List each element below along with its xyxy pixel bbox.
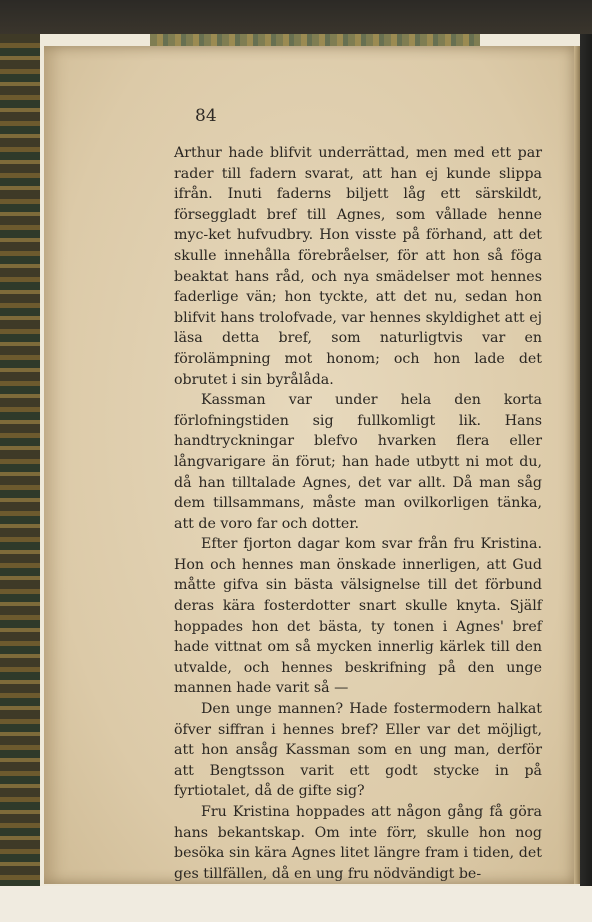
- background-bottom: [0, 886, 592, 922]
- body-text: [174, 143, 542, 884]
- paragraph: Efter fjorton dagar kom svar från fru Kristina. Hon och hennes man önskade innerligen, att Gud måtte gifva sin bästa välsignelse till det förbund deras kära fosterdotter snart skulle knyta. Själf hoppades hon det bästa, ty tonen i Agnes' bref hade vittnat om så mycken innerlig kärlek till den utvalde, och hennes beskrifning på den unge mannen hade varit så —: [174, 536, 542, 697]
- paragraph: Den unge mannen? Hade fostermodern halkat öfver siffran i hennes bref? Eller var det möjligt, att hon ansåg Kassman som en ung man, derför att Bengtsson varit ett godt stycke in på fyrtiotalet, då de gifte sig?: [174, 701, 542, 800]
- paragraph: Arthur hade blifvit underrättad, men med ett par rader till fadern svarat, att han ej kunde slippa ifrån. Inuti faderns biljett låg ett särskildt, förseggladt bref till Agnes, som vållade henne myc-ket hufvudbry. Hon visste på förhand, att det skulle innehålla förebråelser, för att hon så föga beaktat hans råd, och nya smädelser mot hennes faderlige vän; hon tyckte, att det nu, sedan hon blifvit hans trolofvade, var hennes skyldighet att ej läsa detta bref, som naturligtvis var en förolämpning mot honom; och hon lade det obrutet i sin byrålåda.: [174, 145, 542, 388]
- book-cover-left-edge: [0, 34, 40, 894]
- page-number: 84: [195, 106, 217, 126]
- book-spine-pattern: [150, 34, 480, 46]
- book-cover-right-edge: [580, 34, 592, 922]
- background-top: [0, 0, 592, 34]
- paragraph: Fru Kristina hoppades att någon gång få göra hans bekantskap. Om inte förr, skulle hon nog besöka sin kära Agnes litet längre fram i tiden, det ges tillfällen, då en ung fru nödvändigt be-: [174, 804, 542, 882]
- page-edge-shadow: [574, 46, 580, 884]
- paragraph: Kassman var under hela den korta förlofningstiden sig fullkomligt lik. Hans handtryckningar blefvo hvarken flera eller långvarigare än förut; han hade utbytt ni mot du, då han tilltalade Agnes, det var allt. Då man såg dem tillsammans, måste man ovilkorligen tänka, att de voro far och dotter.: [174, 392, 542, 532]
